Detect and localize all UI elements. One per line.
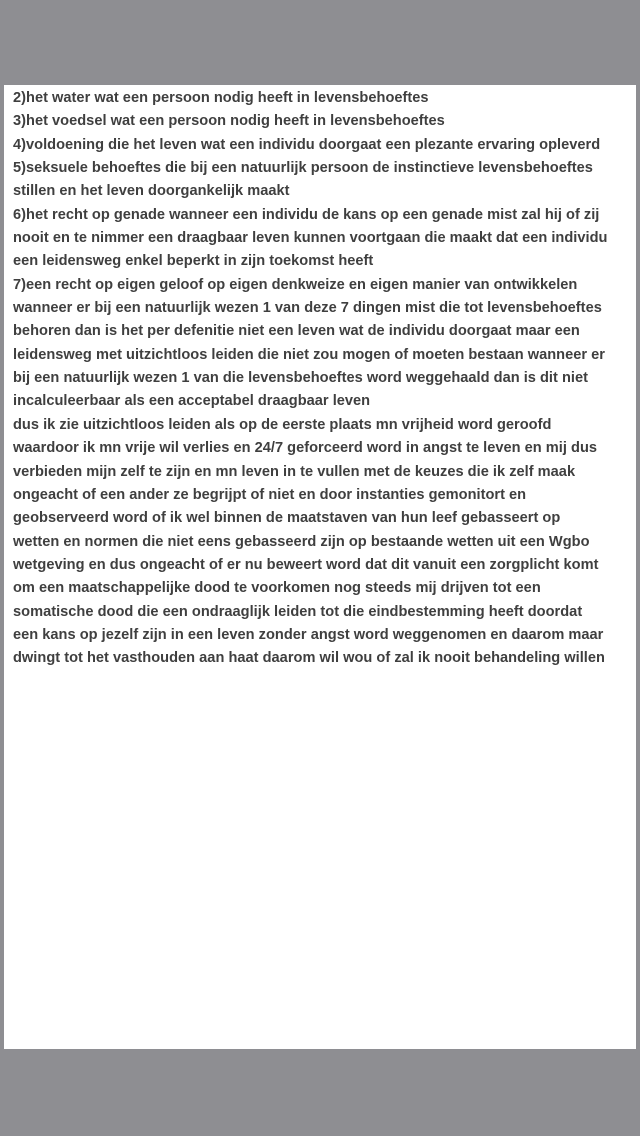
text-line: 2)het water wat een persoon nodig heeft in levensbehoeftes [13,90,429,106]
text-line: ongeacht of een ander ze begrijpt of niet en door instanties gemonitort en [13,486,527,503]
text-line: dwingt tot het vasthouden aan haat daarom wil wou of zal ik nooit behandeling willen [13,650,605,667]
text-line: waardoor ik mn vrije wil verlies en 24/7 geforceerd word in angst te leven en mij dus [13,440,598,457]
text-line: 4)voldoening die het leven wat een individu doorgaat een plezante ervaring opleverd [13,136,601,153]
text-line: 3)het voedsel wat een persoon nodig heeft in levensbehoeftes [13,113,445,130]
text-line: nooit en te nimmer een draagbaar leven kunnen voortgaan die maakt dat een individu [13,230,608,247]
text-line: 5)seksuele behoeftes die bij een natuurlijk persoon de instinctieve levensbehoeftes [13,160,593,177]
text-line: bij een natuurlijk wezen 1 van die levensbehoeftes word weggehaald dan is dit niet [13,370,588,387]
text-line: een leidensweg enkel beperkt in zijn toekomst heeft [13,253,374,270]
text-line: 7)een recht op eigen geloof op eigen denkweize en eigen manier van ontwikkelen [13,276,578,293]
text-line: om een maatschappelijke dood te voorkomen nog steeds mij drijven tot een [13,580,541,597]
text-line: wanneer er bij een natuurlijk wezen 1 van deze 7 dingen mist die tot levensbehoeftes [13,300,602,317]
text-line: verbieden mijn zelf te zijn en mn leven in te vullen met de keuzes die ik zelf maak [13,463,576,480]
text-line: wetten en normen die niet eens gebasseerd zijn op bestaande wetten uit een Wgbo [13,533,590,550]
text-line: wetgeving en dus ongeacht of er nu beweert word dat dit vanuit een zorgplicht komt [13,556,599,573]
text-line: somatische dood die een ondraaglijk leiden tot die eindbestemming heeft doordat [13,603,583,620]
text-line: behoren dan is het per defenitie niet een leven wat de individu doorgaat maar een [13,323,580,340]
text-line: een kans op jezelf zijn in een leven zonder angst word weggenomen en daarom maar [13,626,604,643]
text-line: geobserveerd word of ik wel binnen de maatstaven van hun leef gebasseert op [13,510,561,527]
text-line: dus ik zie uitzichtloos leiden als op de eerste plaats mn vrijheid word geroofd [13,416,552,433]
text-line: leidensweg met uitzichtloos leiden die niet zou mogen of moeten bestaan wanneer er [13,346,605,363]
text-line: stillen en het leven doorgankelijk maakt [13,183,290,200]
text-line: 6)het recht op genade wanneer een individu de kans op een genade mist zal hij of zij [13,206,600,223]
document-page [4,85,636,1049]
text-line: incalculeerbaar als een acceptabel draagbaar leven [13,393,371,410]
